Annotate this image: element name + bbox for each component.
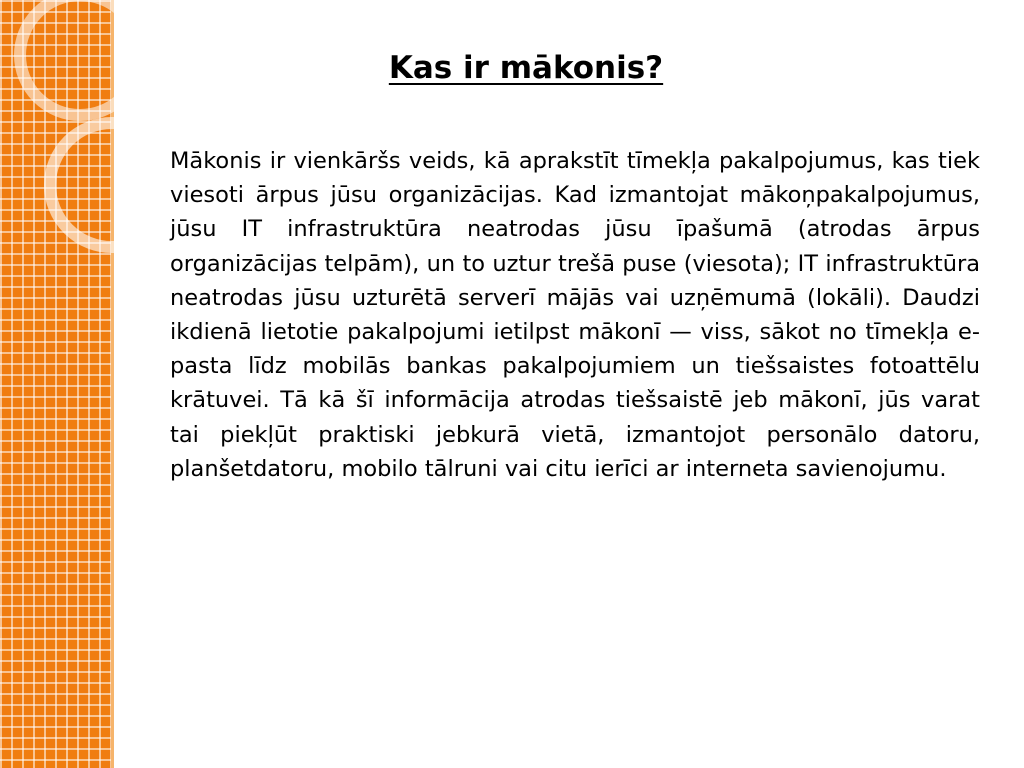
page-title	[300, 48, 752, 88]
decorative-circles	[0, 0, 114, 768]
body-paragraph: Mākonis ir vienkāršs veids, kā aprakstīt tīmekļa pakalpojumus, kas tiek viesoti ārpus jūsu organizācijas. Kad izmantojat mākoņpakalpojumus, jūsu IT infrastruktūra neatrodas jūsu īpašumā (atrodas ārpus organizācijas telpām), un to uztur trešā puse (viesota); IT infrastruktūra neatrodas jūsu uzturētā serverī mājās vai uzņēmumā (lokāli). Daudzi ikdienā lietotie pakalpojumi ietilpst mākonī — viss, sākot no tīmekļa e-pasta līdz mobilās bankas pakalpojumiem un tiešsaistes fotoattēlu krātuvei. Tā kā šī informācija atrodas tiešsaistē jeb mākonī, jūs varat tai piekļūt praktiski jebkurā vietā, izmantojot personālo datoru, planšetdatoru, mobilo tālruni vai citu ierīci ar interneta savienojumu.	[170, 148, 980, 482]
page-title-text: Kas ir mākonis?	[388, 50, 664, 86]
